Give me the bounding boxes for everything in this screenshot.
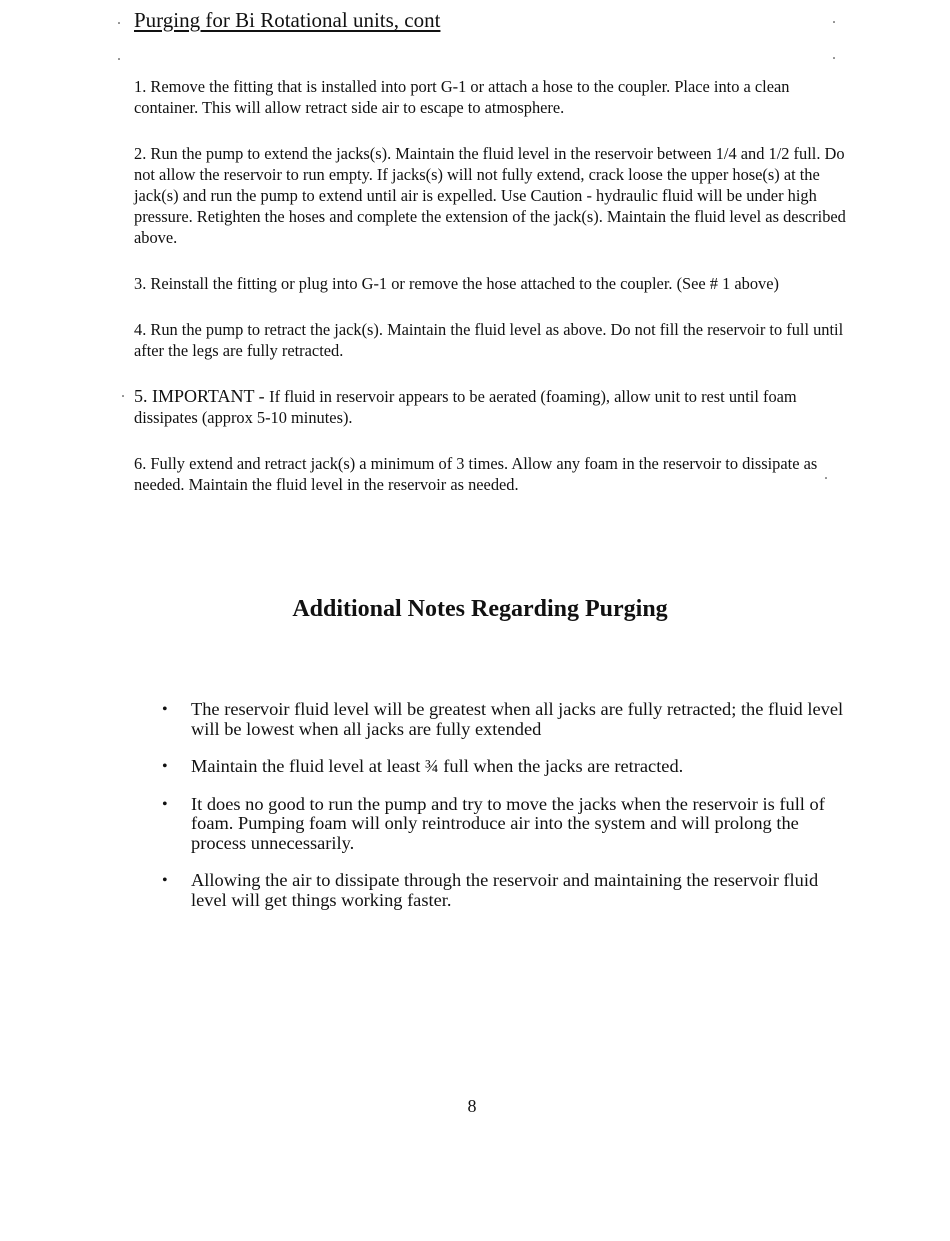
- page-heading: Purging for Bi Rotational units, cont: [134, 8, 441, 32]
- notes-list: [162, 700, 852, 928]
- step-3: [134, 273, 849, 294]
- note-text: The reservoir fluid level will be greatest when all jacks are fully retracted; the fluid level will be lowest when all jacks are fully extended: [191, 699, 844, 739]
- bullet-icon: •: [162, 758, 168, 775]
- scan-speck: [122, 395, 124, 397]
- scan-speck: [118, 22, 120, 24]
- purging-steps: [134, 76, 849, 520]
- step-text: 3. Reinstall the fitting or plug into G-1 or remove the hose attached to the coupler. (See # 1 above): [134, 274, 779, 293]
- scan-speck: [833, 57, 835, 59]
- note-item: [162, 757, 852, 777]
- step-6: [134, 453, 849, 495]
- scan-speck: [833, 21, 835, 23]
- bullet-icon: •: [162, 795, 168, 813]
- bullet-icon: •: [162, 872, 168, 889]
- step-2: [134, 143, 849, 248]
- scan-speck: [825, 477, 827, 479]
- scan-speck: [118, 58, 120, 60]
- note-text: It does no good to run the pump and try to move the jacks when the reservoir is full of foam. Pumping foam will only reintroduce air into the system and will prolong the process unnecessarily.: [191, 793, 825, 853]
- page-number: 8: [467, 1096, 477, 1116]
- step-text: 6. Fully extend and retract jack(s) a minimum of 3 times. Allow any foam in the reservoir to dissipate as needed. Maintain the fluid level in the reservoir as needed.: [134, 454, 818, 494]
- step-5: [134, 386, 849, 428]
- step-text: 4. Run the pump to retract the jack(s). Maintain the fluid level as above. Do not fill the reservoir to full until after the legs are fully retracted.: [134, 320, 844, 360]
- step-lead: 5. IMPORTANT -: [134, 386, 270, 406]
- step-text: If fluid in reservoir appears to be aerated (foaming), allow unit to rest until foam dissipates (approx 5-10 minutes).: [134, 387, 797, 427]
- note-item: [162, 795, 852, 854]
- step-text: 2. Run the pump to extend the jacks(s). Maintain the fluid level in the reservoir between 1/4 and 1/2 full. Do not allow the reservoir to run empty. If jacks(s) will not fully extend, crack loose the upper hose(s) at the jack(s) and run the pump to extend until air is expelled. Use Caution - hydraulic fluid will be under high pressure. Retighten the hoses and complete the extension of the jack(s). Maintain the fluid level as described above.: [134, 144, 846, 247]
- bullet-icon: •: [162, 701, 168, 718]
- note-item: [162, 871, 852, 910]
- section-title: Additional Notes Regarding Purging: [292, 596, 668, 622]
- step-text: 1. Remove the fitting that is installed into port G-1 or attach a hose to the coupler. Place into a clean container. This will allow retract side air to escape to atmosphere.: [134, 77, 790, 117]
- step-1: [134, 76, 849, 118]
- step-4: [134, 319, 849, 361]
- note-text: Maintain the fluid level at least ¾ full when the jacks are retracted.: [191, 756, 684, 776]
- note-item: [162, 700, 852, 739]
- note-text: Allowing the air to dissipate through the reservoir and maintaining the reservoir fluid level will get things working faster.: [191, 870, 819, 910]
